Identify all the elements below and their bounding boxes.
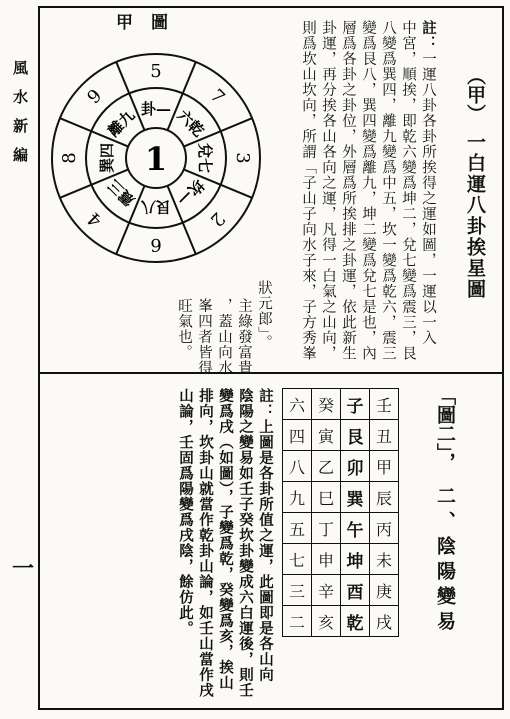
outer-number: 4: [83, 207, 107, 231]
table-cell: 壬: [370, 389, 399, 420]
table-cell: 乙: [312, 451, 341, 482]
short-note-column: 主綠發富貴: [236, 298, 252, 376]
short-note-column: 狀元郎」。: [256, 280, 272, 351]
outer-number: 9: [83, 85, 107, 109]
note-b-column: [196, 388, 215, 698]
note-a-text: 變爲艮八，巽四變爲離九，坤二變爲兌七是也，內: [360, 20, 376, 361]
table-cell: 寅: [312, 420, 341, 451]
inner-label: 坎—: [173, 175, 208, 210]
table-cell: 三: [283, 575, 312, 606]
outer-number: 7: [205, 85, 229, 109]
inner-label: 兌七: [196, 142, 214, 174]
table-cell: 子: [341, 389, 370, 420]
table-cell: 五: [283, 513, 312, 544]
inner-label: 巽四: [98, 142, 116, 174]
table-cell: 七: [283, 544, 312, 575]
table-cell: 辰: [370, 482, 399, 513]
table-cell: 亥: [312, 606, 341, 637]
table-cell: 六: [283, 389, 312, 420]
table-cell: 丑: [370, 420, 399, 451]
outer-number: 3: [232, 152, 253, 164]
note-b-text: 山論，壬固爲陽變爲戌陰，餘仿此。: [177, 388, 194, 636]
short-note-column: 旺氣也。: [176, 298, 192, 360]
table-cell: 四: [283, 420, 312, 451]
note-a-text: 八變爲巽四，離九變爲中五，坎一變爲乾六，震三: [380, 20, 396, 361]
note-a-text: 層爲各卦之卦位，外層爲所挨排之卦運，依此新生: [340, 20, 356, 361]
table-cell: 酉: [341, 575, 370, 606]
section-a-number: （甲）: [464, 66, 486, 123]
table-cell: 未: [370, 544, 399, 575]
outer-number: 5: [150, 61, 162, 82]
note-b-text: 上圖是各卦所值之運，此圖即是各山向: [257, 419, 274, 683]
short-note-column: ，蓋山向水: [216, 298, 232, 376]
bagua-diagram: [46, 38, 266, 276]
note-b-column: [256, 388, 275, 683]
note-a-text: 一運八卦各卦所挨得之運如圖，一運以一入: [420, 51, 436, 346]
book-title: 風水新編: [11, 60, 29, 176]
table-cell: 九: [283, 482, 312, 513]
outer-number: 2: [205, 207, 229, 231]
table-cell: 丙: [370, 513, 399, 544]
note-a-text: 則爲坎山坎向，所謂「子山子向水子來，子方秀峯: [300, 20, 316, 361]
section-b-title-a: 「圖二」，: [434, 386, 456, 472]
inner-label: 離九: [104, 106, 139, 141]
table-cell: 申: [312, 544, 341, 575]
note-a-column: [398, 20, 417, 361]
table-cell: 八: [283, 451, 312, 482]
note-a-column: [378, 20, 397, 361]
table-cell: 巽: [341, 482, 370, 513]
yinyang-table-wrap: [282, 388, 399, 637]
table-cell: 乾: [341, 606, 370, 637]
note-b-text: 變爲戌（如圖），子變爲乾，癸變爲亥，挨山: [217, 388, 234, 691]
note-b-column: [236, 388, 255, 698]
table-cell: 癸: [312, 389, 341, 420]
page-number-mark: 一: [12, 556, 35, 582]
table-cell: 庚: [370, 575, 399, 606]
note-b-column: [176, 388, 195, 636]
outer-number: 8: [59, 152, 80, 164]
note-a-text: 卦運，再分挨各山各向之運，凡得一白氣之山向，: [320, 20, 336, 361]
section-b-title-b: 二、陰陽變易: [434, 486, 456, 636]
table-cell: 卯: [341, 451, 370, 482]
note-b-text: 排向，坎卦山就當作乾卦山論，如壬山當作戌: [197, 388, 214, 698]
note-a-column: [358, 20, 377, 361]
note-a-column: [318, 20, 337, 361]
inner-label: 震三: [104, 175, 139, 210]
note-b-column: [216, 388, 235, 691]
note-a-column: [298, 20, 317, 361]
outer-number: 6: [150, 234, 162, 255]
yinyang-table: [282, 388, 399, 637]
table-cell: 艮: [341, 420, 370, 451]
inner-label: 艮八: [140, 198, 172, 216]
table-cell: 甲: [370, 451, 399, 482]
short-note-column: 峯四者皆得: [196, 298, 212, 376]
section-a-title: 一白運八卦挨星圖: [464, 132, 486, 300]
table-cell: 巳: [312, 482, 341, 513]
note-a-text: 中宮，順挨，即乾六變爲坤二，兌七變爲震三，艮: [400, 20, 416, 361]
diagram-title: 甲圖: [116, 13, 186, 33]
table-cell: 丁: [312, 513, 341, 544]
section-divider: [38, 372, 504, 374]
note-b-text: 陰陽之變易如壬子癸坎卦變成六白運後，則壬: [237, 388, 254, 698]
table-cell: 戌: [370, 606, 399, 637]
note-b-lead: 註：: [257, 388, 274, 419]
table-cell: 坤: [341, 544, 370, 575]
table-cell: 辛: [312, 575, 341, 606]
table-cell: 午: [341, 513, 370, 544]
inner-label: 六乾: [173, 106, 208, 141]
note-a-column: [338, 20, 357, 361]
note-a-column: [418, 20, 438, 346]
center-number: 1: [144, 140, 168, 178]
table-cell: 二: [283, 606, 312, 637]
note-a-lead: 註：: [420, 20, 437, 51]
inner-label: 卦—: [140, 100, 172, 118]
